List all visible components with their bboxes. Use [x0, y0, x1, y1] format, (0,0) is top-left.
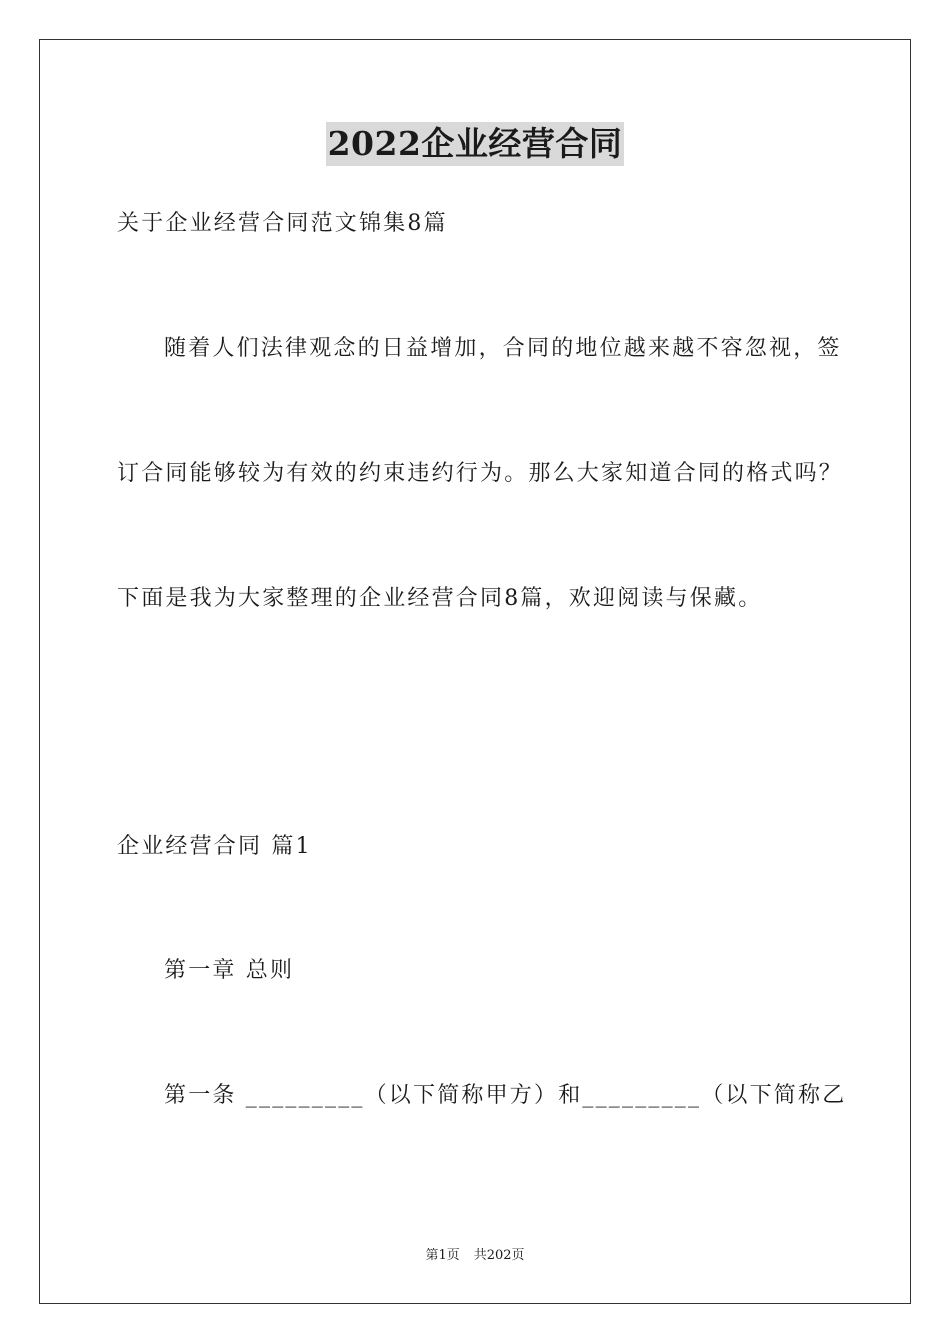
page-number: 第1页: [425, 1248, 460, 1263]
section-heading: 企业经营合同 篇1: [117, 834, 312, 859]
intro-paragraph-line-1: 随着人们法律观念的日益增加，合同的地位越来越不容忽视，签: [164, 336, 842, 361]
document-subtitle: 关于企业经营合同范文锦集8篇: [117, 211, 448, 236]
intro-paragraph-line-3: 下面是我为大家整理的企业经营合同8篇，欢迎阅读与保藏。: [117, 586, 763, 611]
article-line-1: 第一条 _________（以下简称甲方）和_________（以下简称乙: [164, 1083, 847, 1108]
document-title: 2022企业经营合同: [326, 122, 625, 166]
intro-paragraph-line-2: 订合同能够较为有效的约束违约行为。那么大家知道合同的格式吗？: [117, 461, 844, 486]
page-total: 共202页: [473, 1248, 525, 1263]
title-container: [0, 122, 950, 166]
chapter-heading: 第一章 总则: [164, 958, 295, 983]
page-footer: [0, 1247, 950, 1265]
